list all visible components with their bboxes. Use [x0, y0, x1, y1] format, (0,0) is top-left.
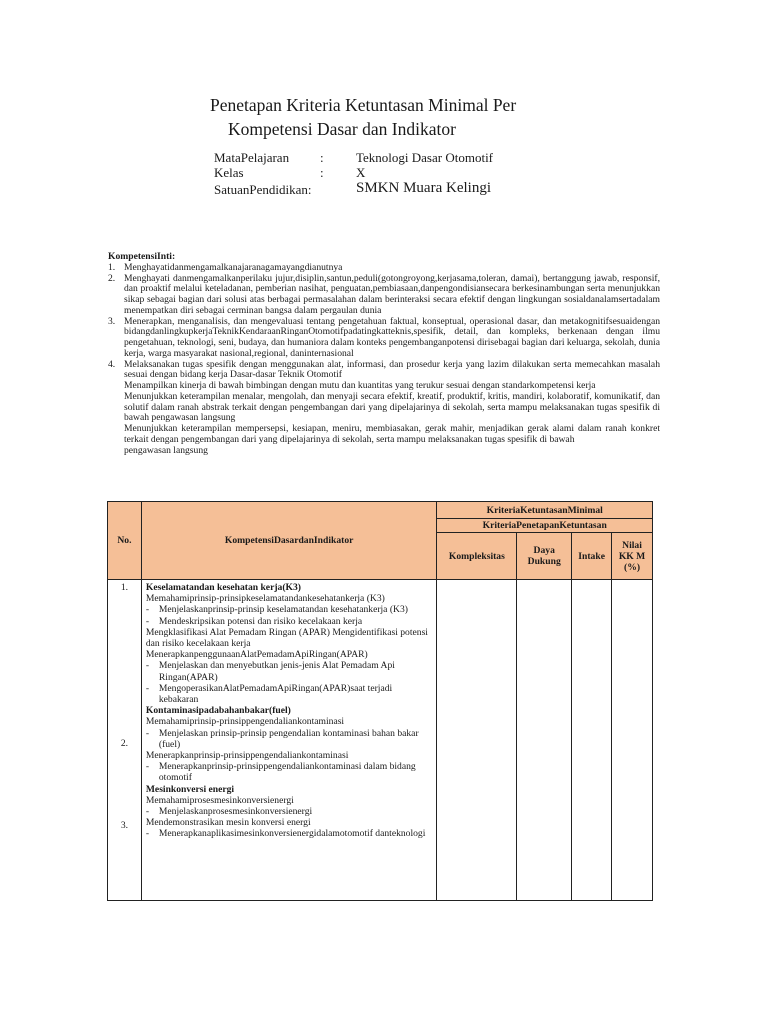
plain-line: Mendemonstrasikan mesin konversi energi: [145, 817, 311, 829]
document-title-line2: Kompetensi Dasar dan Indikator: [228, 119, 456, 139]
continuation-text: Menunjukkan keterampilan mempersepsi, kesiapan, meniru, membiasakan, gerak mahir, menjadikan gerak alami dalam ranah konkret terkait dengan pengembangan dari yang dipelajarinya di sekolah, serta mampu melaksanakan tugas spesifik di bawah: [124, 423, 660, 445]
item-number: 3.: [108, 315, 116, 327]
plain-line: Mengklasifikasi Alat Pemadam Ringan (APAR) Mengidentifikasi potensi dan risiko kecelakaan kerja: [145, 626, 428, 650]
header-daya-dukung: Daya Dukung: [517, 533, 572, 580]
plain-line: Memahamiprosesmesinkonversienergi: [145, 794, 294, 806]
meta-value: SMKN Muara Kelingi: [356, 180, 491, 196]
indicator-line: - Menjelaskan dan menyebutkan jenis-jenis Alat Pemadam Api Ringan(APAR): [146, 660, 433, 682]
indicator-line: - Menjelaskanprinsip-prinsip keselamatandan kesehatankerja (K3): [146, 604, 433, 615]
list-item: [108, 360, 660, 382]
meta-value: X: [356, 165, 366, 180]
plain-line: MenerapkanpenggunaanAlatPemadamApiRingan(APAR): [145, 649, 368, 661]
header-kpk: KriteriaPenetapanKetuntasan: [437, 519, 653, 533]
item-text: Melaksanakan tugas spesifik dengan menggunakan alat, informasi, dan prosedur kerja yang lazim dilakukan serta memecahkan masalah sesuai dengan bidang kerja Dasar-dasar Teknik Otomotif: [124, 358, 660, 381]
indicator-line: - Menjelaskan prinsip-prinsip pengendalian kontaminasi bahan bakar (fuel): [146, 728, 433, 750]
indicator-line: - Menerapkanaplikasimesinkonversienergidalamotomotif danteknologi: [146, 828, 433, 839]
kompetensi-cell: [141, 580, 437, 901]
header-kompleksitas: Kompleksitas: [437, 533, 517, 580]
item-number: 2.: [108, 272, 116, 284]
meta-key: Kelas: [214, 165, 244, 180]
header-kkm: KriteriaKetuntasanMinimal: [437, 502, 653, 519]
row-number: 2.: [120, 738, 129, 749]
number-cell: [108, 580, 142, 901]
item-text: Menghayati danmengamalkanperilaku jujur,disiplin,santun,peduli(gotongroyong,kerjasama,toleran, damai), bertanggung jawab, responsif, dan proaktif melalui keteladanan, pemberian nasihat, penguatan,pembiasaan,danpengondisiansecara berkesinambungan serta menunjukkan sikap sebagai bagian dari solusi atas berbagai permasalahan dalam berinteraksi secara efektif dengan lingkungan sosialdanalamsertadalam menempatkan diri sebagai cerminan bangsa dalam pergaulan dunia: [124, 272, 660, 316]
section-title: Mesinkonversi energi: [145, 783, 235, 795]
continuation-text: Menampilkan kinerja di bawah bimbingan dengan mutu dan kuantitas yang terukur sesuai dengan standarkompetensi kerja: [124, 380, 596, 391]
indicator-line: - Mendeskripsikan potensi dan risiko kecelakaan kerja: [146, 616, 433, 627]
meta-colon: :: [320, 165, 324, 180]
kompleksitas-cell: [437, 580, 517, 901]
section-title: Kontaminasipadabahanbakar(fuel): [145, 705, 291, 717]
header-intake: Intake: [572, 533, 612, 580]
kkm-table: [107, 501, 653, 901]
kompetensi-inti-list: [108, 263, 660, 381]
item-text: Menghayatidanmengamalkanajaranagamayangdianutnya: [124, 261, 343, 273]
plain-line: Memahamiprinsip-prinsippengendaliankontaminasi: [145, 716, 345, 728]
plain-line: Memahamiprinsip-prinsipkeselamatandankesehatankerja (K3): [145, 593, 385, 605]
document-title-line1: Penetapan Kriteria Ketuntasan Minimal Per: [210, 95, 517, 115]
kompetensi-inti-section: [108, 252, 660, 456]
continuation-text: Menunjukkan keterampilan menalar, mengolah, dan menyaji secara efektif, kreatif, produktif, kritis, mandiri, kolaboratif, komunikatif, dan solutif dalam ranah abstrak terkait dengan pengembangan dari yang dipelajarinya di sekolah, serta mampu melaksanakan tugas spesifik di bawah pengawasan langsung: [124, 390, 660, 424]
list-item: [108, 274, 660, 317]
table-row: [108, 580, 653, 901]
list-item: [108, 317, 660, 360]
header-no: No.: [108, 502, 142, 580]
row-number: 1.: [120, 582, 129, 593]
plain-line: Menerapkanprinsip-prinsippengendaliankontaminasi: [145, 750, 349, 762]
continuation-text: pengawasan langsung: [124, 444, 208, 456]
meta-colon: :: [320, 150, 324, 165]
indicator-line: - MengoperasikanAlatPemadamApiRingan(APAR)saat terjadi kebakaran: [146, 683, 433, 705]
item-text: Menerapkan, menganalisis, dan mengevaluasi tentang pengetahuan faktual, konseptual, operasional dasar, dan metakognitifsesuaidengan bidangdanlingkupkerjaTeknikKendaraanRinganOtomotifpadatingkatteknis,spesifik, detail, dan kompleks, berkenaan dengan ilmu pengetahuan, teknologi, seni, budaya, dan humaniora dalam konteks pengembanganpotensi dirisebagai bagian dari keluarga, sekolah, dunia kerja, warga masyarakat nasional,regional, daninternasional: [124, 315, 660, 359]
daya-dukung-cell: [517, 580, 572, 901]
header-kompetensi-dasar: KompetensiDasardanIndikator: [141, 502, 437, 580]
nilai-kkm-cell: [612, 580, 653, 901]
indicator-line: - Menjelaskanprosesmesinkonversienergi: [146, 806, 433, 817]
kompetensi-inti-heading: KompetensiInti:: [108, 251, 176, 262]
meta-value: Teknologi Dasar Otomotif: [356, 150, 494, 165]
intake-cell: [572, 580, 612, 901]
meta-key: MataPelajaran: [214, 150, 290, 165]
meta-key: SatuanPendidikan:: [214, 182, 312, 197]
item-number: 4.: [108, 358, 116, 370]
header-nilai-kkm: Nilai KK M (%): [612, 533, 653, 580]
item-number: 1.: [108, 261, 116, 273]
indicator-line: - Menerapkanprinsip-prinsippengendaliankontaminasi dalam bidang otomotif: [146, 761, 433, 783]
section-title: Keselamatandan kesehatan kerja(K3): [145, 582, 301, 593]
row-number: 3.: [120, 820, 129, 831]
